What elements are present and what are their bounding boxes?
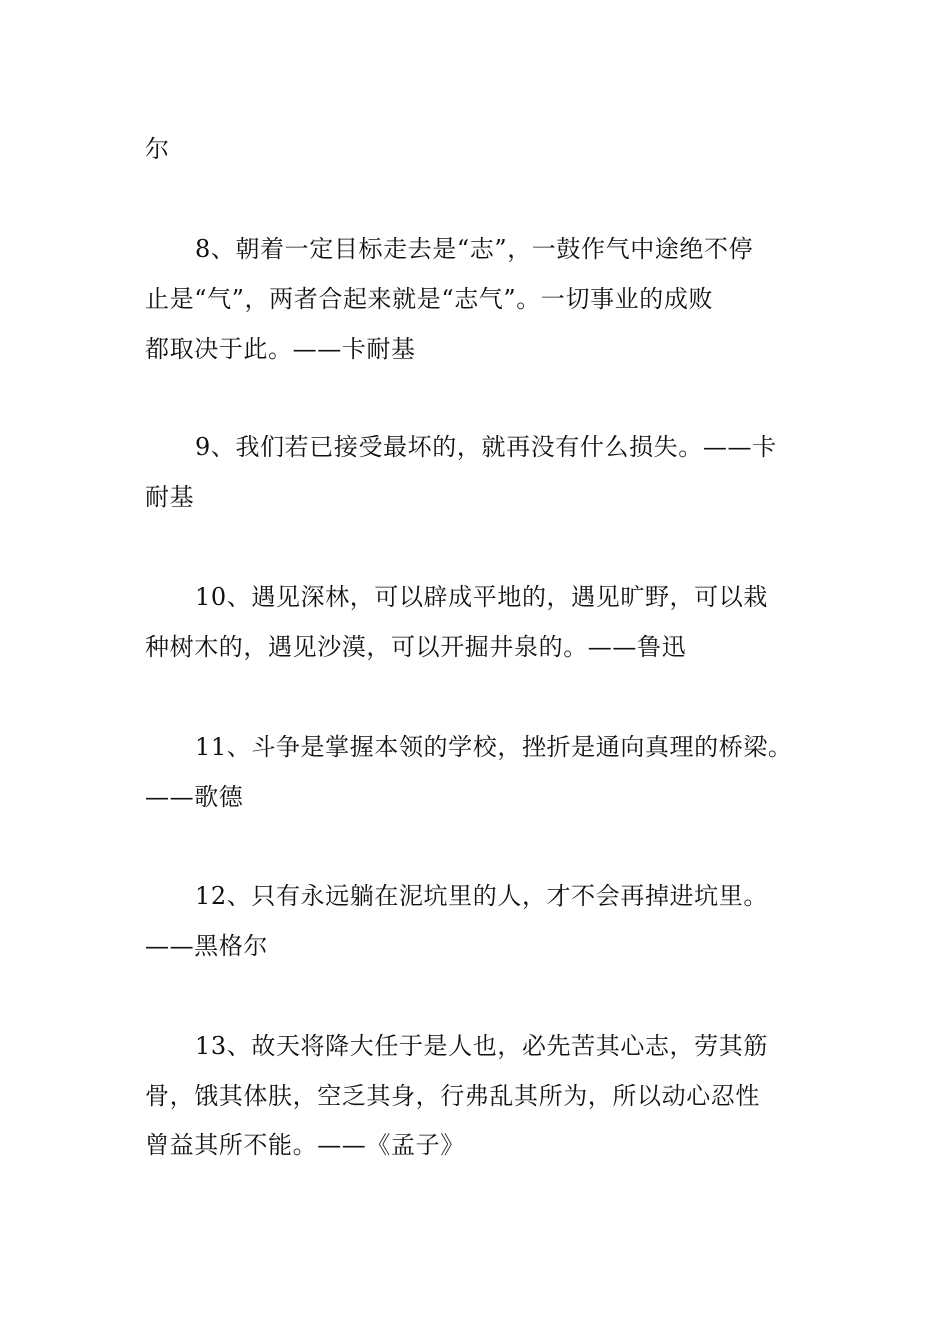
quote-13-line-3: 曾益其所不能。——《孟子》 — [145, 1131, 465, 1159]
quote-10-line-1: 10、遇见深林，可以辟成平地的，遇见旷野，可以栽 — [195, 583, 768, 611]
quote-13-line-1: 13、故天将降大任于是人也，必先苦其心志，劳其筋 — [195, 1032, 768, 1060]
quote-9-line-2: 耐基 — [145, 483, 195, 511]
quote-12-line-1: 12、只有永远躺在泥坑里的人，才不会再掉进坑里。 — [195, 882, 768, 910]
paragraph-continuation-line: 尔 — [145, 135, 170, 163]
quote-13-line-2: 骨，饿其体肤，空乏其身，行弗乱其所为，所以动心忍性 — [145, 1082, 760, 1110]
quote-8-line-1: 8、朝着一定目标走去是“志”，一鼓作气中途绝不停 — [195, 235, 754, 263]
quote-11-line-2: ——歌德 — [145, 783, 244, 811]
quote-9-line-1: 9、我们若已接受最坏的，就再没有什么损失。——卡 — [195, 433, 777, 461]
quote-8-line-3: 都取决于此。——卡耐基 — [145, 335, 416, 363]
quote-12-line-2: ——黑格尔 — [145, 932, 268, 960]
quote-10-line-2: 种树木的，遇见沙漠，可以开掘井泉的。——鲁迅 — [145, 633, 687, 661]
quote-8-line-2: 止是“气”，两者合起来就是“志气”。一切事业的成败 — [145, 285, 714, 313]
quote-11-line-1: 11、斗争是掌握本领的学校，挫折是通向真理的桥梁。 — [195, 733, 793, 761]
